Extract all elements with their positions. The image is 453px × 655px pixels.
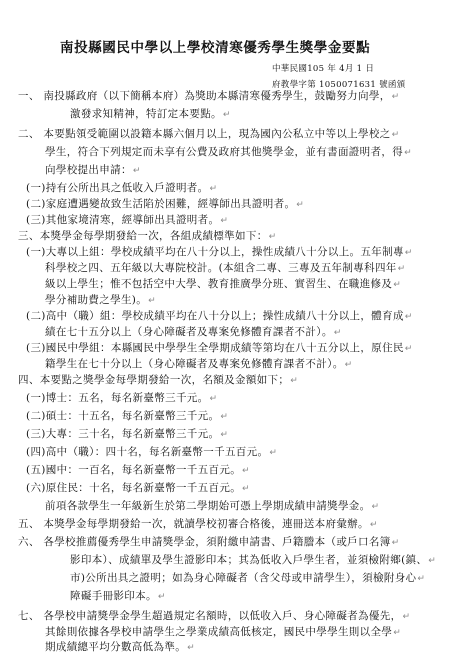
line-text: (六)原住民：十名，每名新臺幣一千五百元。 <box>26 482 242 494</box>
text-line <box>45 278 401 292</box>
reference-number: 府教學字第 1050071631 號函頒 <box>272 80 406 90</box>
paragraph-mark-icon: ↵ <box>391 130 400 140</box>
paragraph-mark-icon: ↵ <box>209 184 218 194</box>
line-text: 五、 本獎學金每學期發給一次，就讀學校初審合格後，連冊送本府彙辦。 <box>18 518 369 530</box>
paragraph-mark-icon: ↵ <box>220 216 229 226</box>
text-line <box>18 518 378 532</box>
text-line <box>18 610 410 624</box>
paragraph-mark-icon: ↵ <box>417 574 426 584</box>
line-text: (四)高中（職）：四十名，每名新臺幣一千五百元。 <box>26 446 269 458</box>
text-line <box>70 572 425 586</box>
paragraph-mark-icon: ↵ <box>344 360 353 370</box>
text-line <box>26 392 217 406</box>
text-line <box>70 554 436 568</box>
text-line <box>18 128 400 142</box>
paragraph-mark-icon: ↵ <box>393 280 402 290</box>
text-line <box>70 590 166 604</box>
line-text: 科學校之四、五年級以大專院校計。(本組含二專、三專及五年制專科四年 <box>45 262 397 274</box>
text-line <box>26 446 277 460</box>
line-text: 學生，符合下列規定而未享有公費及政府其他獎學金，並有書面證明者，得 <box>45 146 404 158</box>
paragraph-mark-icon: ↵ <box>393 628 402 638</box>
line-text: (一)博士：五名，每名新臺幣三千元。 <box>26 392 209 404</box>
text-line <box>26 310 413 324</box>
paragraph-mark-icon: ↵ <box>132 166 141 176</box>
line-text: 向學校提出申請： <box>45 164 132 176</box>
paragraph-mark-icon: ↵ <box>428 556 437 566</box>
text-line <box>26 410 228 424</box>
line-text: 其餘則依據各學校申請學生之學業成績高低核定，國民中學學生則以全學 <box>45 626 393 638</box>
text-line <box>18 90 400 104</box>
paragraph-mark-icon: ↵ <box>402 612 411 622</box>
line-text: (五)國中：一百名，每名新臺幣一千五百元。 <box>26 464 242 476</box>
text-line <box>26 428 228 442</box>
paragraph-mark-icon: ↵ <box>222 110 231 120</box>
line-text: 學分補助費之學生)。 <box>45 294 148 306</box>
paragraph-mark-icon: ↵ <box>269 448 278 458</box>
line-text: 三、本獎學金每學期發給一次，各組成績標準如下： <box>18 230 268 242</box>
text-line <box>26 464 250 478</box>
text-line <box>26 342 413 356</box>
line-text: (一)持有公所出具之低收入戶證明者。 <box>26 182 209 194</box>
paragraph-mark-icon: ↵ <box>268 232 277 242</box>
text-line <box>18 374 298 388</box>
text-line <box>26 246 413 260</box>
paragraph-mark-icon: ↵ <box>148 296 157 306</box>
text-line <box>45 500 379 514</box>
line-text: (二)高中（職）組：學校成績平均在八十分以上；操性成績八十分以上，體育成 <box>26 310 404 322</box>
paragraph-mark-icon: ↵ <box>391 538 400 548</box>
text-line <box>45 164 141 178</box>
paragraph-mark-icon: ↵ <box>369 520 378 530</box>
paragraph-mark-icon: ↵ <box>157 592 166 602</box>
line-text: 績在七十五分以上（身心障礙者及專案免修體育課者不計）。 <box>45 326 333 338</box>
line-text: 障礙手冊影印本。 <box>70 590 157 602</box>
line-text: 籍學生在七十分以上（身心障礙者及專案免修體育課者不計）。 <box>45 358 344 370</box>
line-text: 激發求知精神，特訂定本要點。 <box>70 108 222 120</box>
text-line <box>45 641 195 655</box>
paragraph-mark-icon: ↵ <box>220 430 229 440</box>
line-text: 級以上學生；惟不包括空中大學、教育推廣學分班、實習生、在職進修及 <box>45 278 393 290</box>
line-text: (一)大專以上組：學校成績平均在八十分以上，操性成績八十分以上。五年制專 <box>26 246 404 258</box>
paragraph-mark-icon: ↵ <box>242 466 250 476</box>
line-text: 一、 南投縣政府（以下簡稱本府）為獎助本縣清寒優秀學生，鼓勵努力向學， <box>18 90 391 102</box>
line-text: (二)碩士：十五名，每名新臺幣三千元。 <box>26 410 220 422</box>
text-line <box>45 262 406 276</box>
line-text: (三)國民中學組：本縣國民中學學生全學期成績等第均在八十五分以上，原住民 <box>26 342 404 354</box>
text-line <box>45 358 352 372</box>
issue-date: 中華民國105 年 4月 1 日 <box>272 64 375 74</box>
text-line <box>18 230 276 244</box>
line-text: (三)大專：三十名，每名新臺幣三千元。 <box>26 428 220 440</box>
text-line <box>45 626 401 640</box>
text-line <box>18 536 400 550</box>
text-line <box>26 198 304 212</box>
text-line <box>70 108 231 122</box>
paragraph-mark-icon: ↵ <box>220 412 229 422</box>
line-text: 市)公所出具之證明；如為身心障礙者（含父母或申請學生），須檢附身心 <box>70 572 417 584</box>
paragraph-mark-icon: ↵ <box>404 344 413 354</box>
line-text: 七、 各學校申請獎學金學生超過規定名額時，以低收入戶、身心障礙者為優先， <box>18 610 402 622</box>
paragraph-mark-icon: ↵ <box>391 92 400 102</box>
paragraph-mark-icon: ↵ <box>404 312 413 322</box>
line-text: 二、 本要點領受範圍以設籍本縣六個月以上，現為國內公私立中等以上學校之 <box>18 128 391 140</box>
text-line <box>26 182 217 196</box>
text-line <box>26 214 228 228</box>
text-line <box>45 146 412 160</box>
text-line <box>45 294 156 308</box>
line-text: (三)其他家境清寒，經導師出具證明者。 <box>26 214 220 226</box>
paragraph-mark-icon: ↵ <box>371 502 380 512</box>
line-text: (二)家庭遭遇變故致生活陷於困難，經導師出具證明者。 <box>26 198 296 210</box>
paragraph-mark-icon: ↵ <box>404 148 412 158</box>
document-title: 南投縣國民中學以上學校清寒優秀學生獎學金要點 <box>60 40 371 56</box>
paragraph-mark-icon: ↵ <box>296 200 305 210</box>
paragraph-mark-icon: ↵ <box>397 264 406 274</box>
paragraph-mark-icon: ↵ <box>404 248 413 258</box>
paragraph-mark-icon: ↵ <box>290 376 299 386</box>
paragraph-mark-icon: ↵ <box>242 484 250 494</box>
text-line <box>26 482 250 496</box>
paragraph-mark-icon: ↵ <box>333 328 342 338</box>
line-text: 期成績總平均分數高低為準。 <box>45 641 187 653</box>
line-text: 影印本）、成績單及學生證影印本；其為低收入戶學生者，並須檢附鄉(鎮、 <box>70 554 428 566</box>
line-text: 六、 各學校推薦優秀學生申請獎學金，須附繳申請書、戶籍謄本（或戶口名簿 <box>18 536 391 548</box>
paragraph-mark-icon: ↵ <box>187 643 195 653</box>
line-text: 前項各款學生一年級新生於第二學期始可憑上學期成績申請獎學金。 <box>45 500 371 512</box>
paragraph-mark-icon: ↵ <box>209 394 218 404</box>
text-line <box>45 326 342 340</box>
line-text: 四、本要點之獎學金每學期發給一次，名額及金額如下； <box>18 374 290 386</box>
